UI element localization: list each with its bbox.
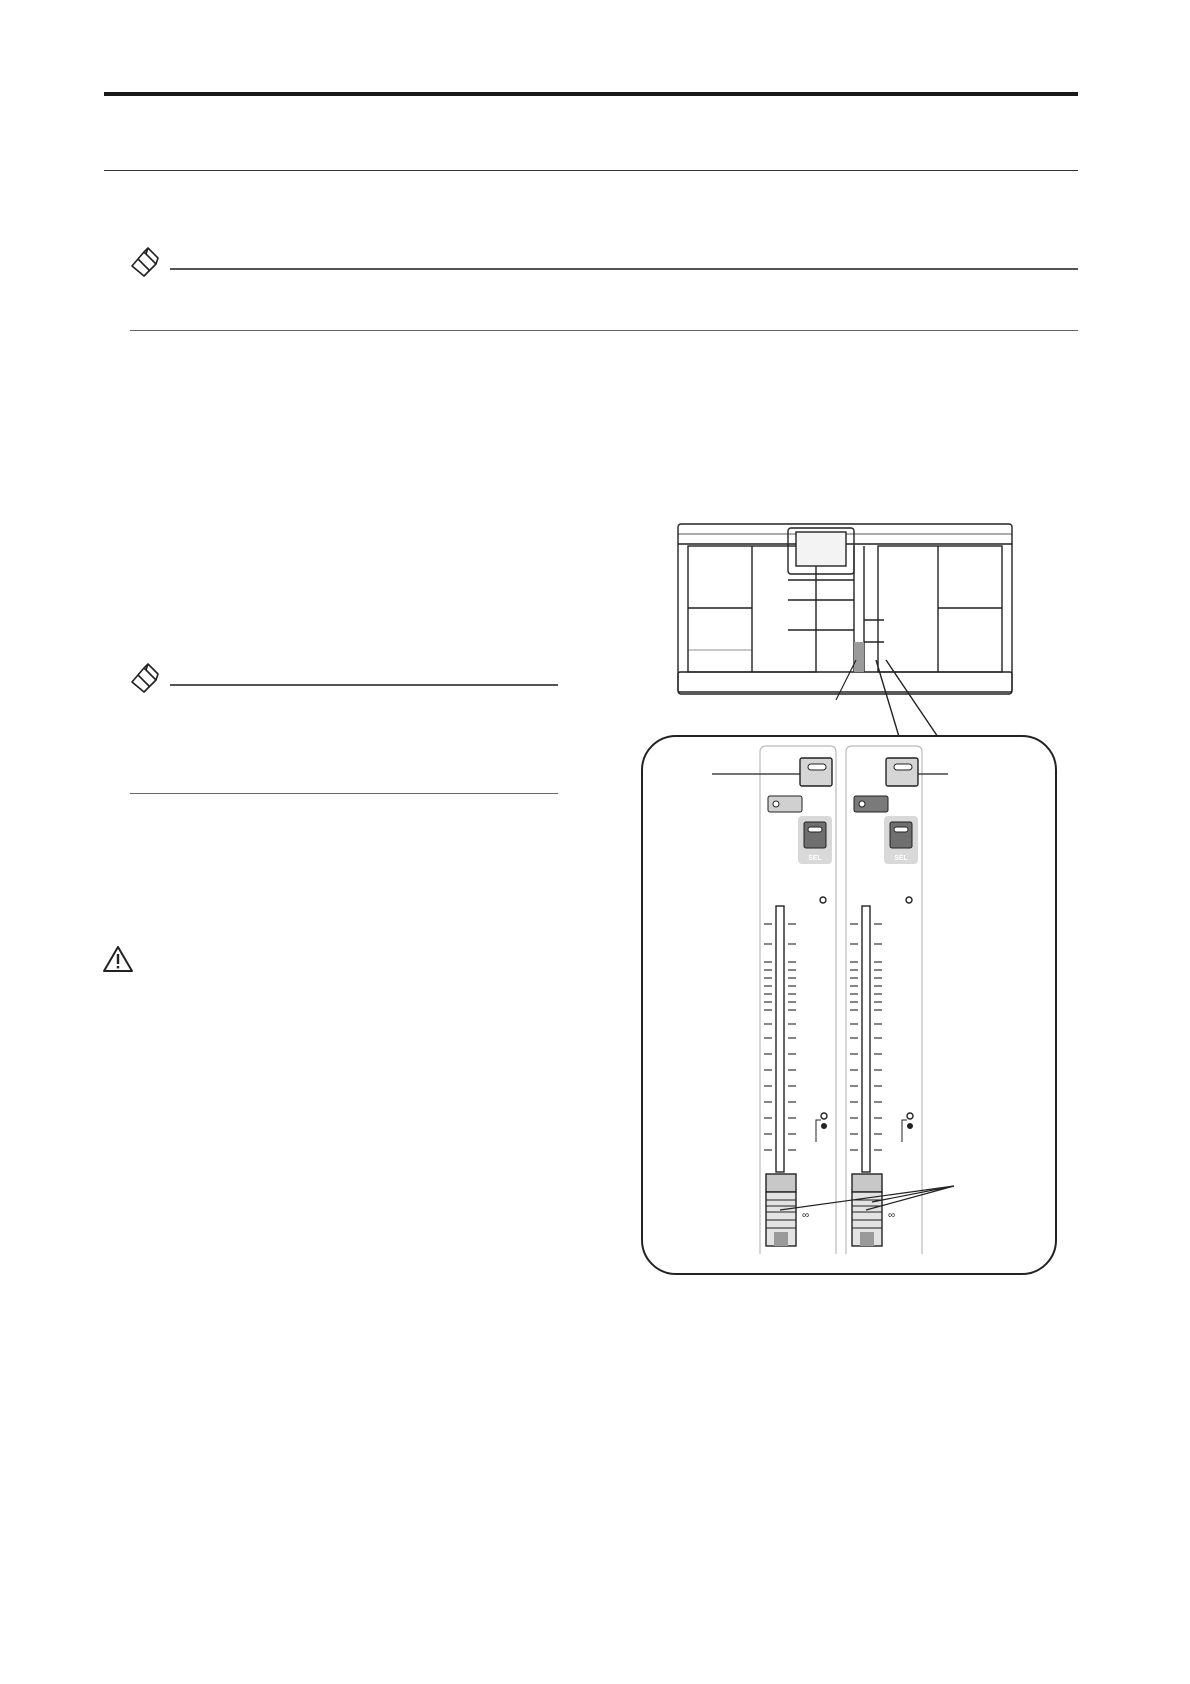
fader-infinity-mark: ∞ [802, 1210, 810, 1221]
section-rule [104, 170, 1078, 171]
note-top-rule [170, 268, 1078, 270]
sel-label: SEL [894, 855, 908, 862]
note-top-rule [170, 684, 558, 686]
fader-infinity-mark: ∞ [888, 1210, 896, 1221]
pencil-note-icon [128, 244, 162, 278]
channel-strip-detail [640, 734, 1060, 1278]
pencil-note-icon [128, 660, 162, 694]
sel-label: SEL [808, 855, 822, 862]
note-bottom-rule [130, 793, 558, 794]
header-rule [104, 92, 1078, 96]
caution-triangle-icon [102, 945, 134, 973]
note-bottom-rule [130, 330, 1078, 331]
